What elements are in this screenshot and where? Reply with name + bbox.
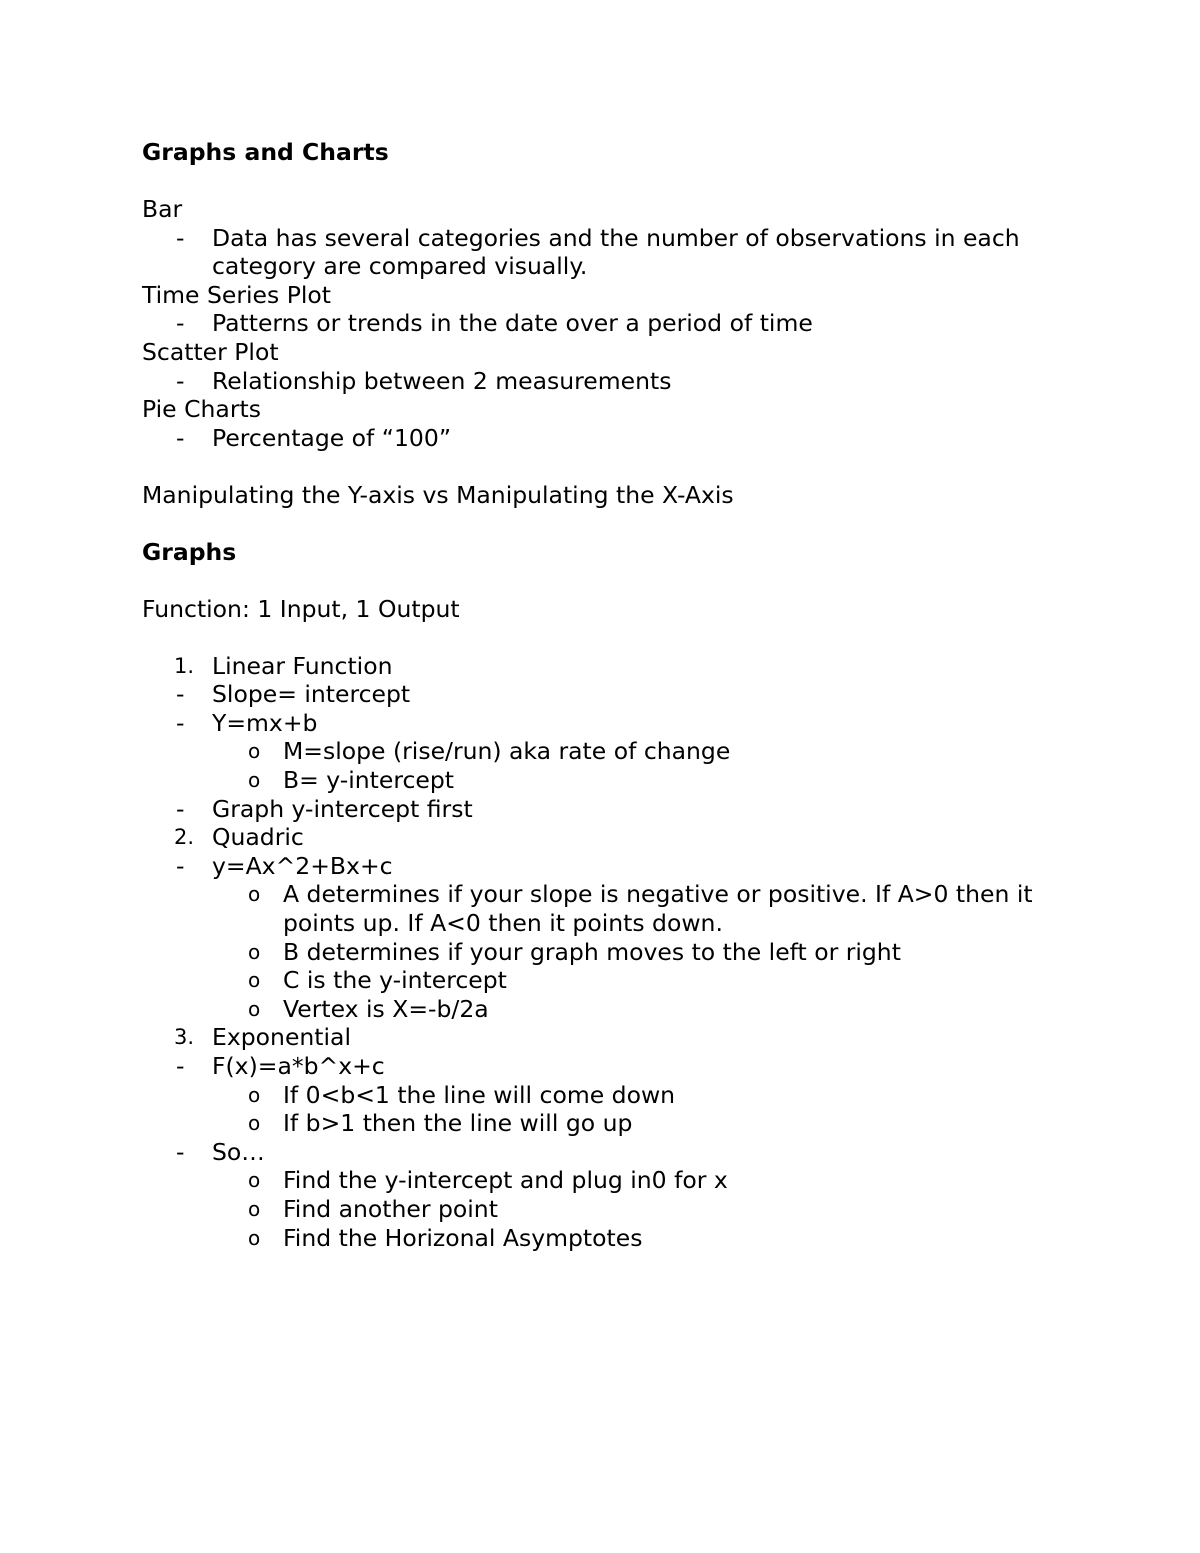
document-title: Graphs and Charts: [142, 138, 389, 166]
dash-bullet: -: [176, 1051, 185, 1080]
circle-bullet: o: [248, 968, 261, 993]
circle-bullet: o: [248, 939, 261, 964]
exponential-up-text: If b>1 then the line will go up: [283, 1109, 633, 1138]
dash-bullet: -: [176, 1137, 185, 1166]
exponential-step-2-text: Find another point: [283, 1194, 498, 1223]
quadric-title: Quadric: [212, 823, 304, 852]
linear-function-item: [142, 652, 1062, 681]
function-definition: Function: 1 Input, 1 Output: [142, 594, 460, 623]
quadric-equation-text: y=Ax^2+Bx+c: [212, 851, 393, 880]
dash-bullet: -: [176, 366, 185, 395]
chart-type-time-series: Time Series Plot: [142, 280, 332, 309]
number-marker-1: 1.: [174, 653, 195, 678]
linear-equation-line: [142, 709, 1062, 738]
exponential-title: Exponential: [212, 1023, 351, 1052]
spacer: [142, 623, 1062, 651]
exponential-equation-line: [142, 1052, 1062, 1081]
quadric-vertex-text: Vertex is X=-b/2a: [283, 994, 489, 1023]
linear-m-definition-text: M=slope (rise/run) aka rate of change: [283, 737, 731, 766]
exponential-item: [142, 1023, 1062, 1052]
exponential-down-text: If 0<b<1 the line will come down: [283, 1080, 676, 1109]
exponential-up-line: [142, 1109, 1062, 1138]
chart-type-pie: Pie Charts: [142, 395, 261, 424]
circle-bullet: o: [248, 996, 261, 1021]
spacer: [142, 167, 1062, 195]
document-page: [142, 138, 1062, 1252]
axis-manipulation-line: Manipulating the Y-axis vs Manipulating the X-Axis: [142, 480, 734, 509]
linear-graph-first-text: Graph y-intercept first: [212, 794, 473, 823]
quadric-a-definition-text-1: A determines if your slope is negative or positive. If A>0 then it: [283, 880, 1033, 909]
chart-type-bar: Bar: [142, 194, 183, 223]
quadric-vertex-line: [142, 995, 1062, 1024]
dash-bullet: -: [176, 680, 185, 709]
dash-bullet: -: [176, 223, 185, 252]
dash-bullet: -: [176, 423, 185, 452]
exponential-so-line: [142, 1138, 1062, 1167]
chart-type-scatter: Scatter Plot: [142, 337, 279, 366]
linear-b-definition-line: [142, 766, 1062, 795]
graphs-heading: Graphs: [142, 537, 237, 566]
quadric-b-definition-text: B determines if your graph moves to the left or right: [283, 937, 901, 966]
linear-b-definition-text: B= y-intercept: [283, 766, 455, 795]
spacer: [142, 452, 1062, 480]
circle-bullet: o: [248, 1082, 261, 1107]
pie-note-text: Percentage of “100”: [212, 423, 451, 452]
spacer: [142, 566, 1062, 594]
exponential-equation-text: F(x)=a*b^x+c: [212, 1051, 385, 1080]
circle-bullet: o: [248, 1225, 261, 1250]
scatter-note-line: [142, 367, 1062, 396]
number-marker-2: 2.: [174, 825, 195, 850]
dash-bullet: -: [176, 851, 185, 880]
exponential-step-1-line: [142, 1166, 1062, 1195]
quadric-c-definition-text: C is the y-intercept: [283, 966, 507, 995]
quadric-equation-line: [142, 852, 1062, 881]
linear-slope-line: [142, 680, 1062, 709]
linear-slope-text: Slope= intercept: [212, 680, 411, 709]
quadric-item: [142, 823, 1062, 852]
exponential-step-2-line: [142, 1195, 1062, 1224]
circle-bullet: o: [248, 1196, 261, 1221]
number-marker-3: 3.: [174, 1025, 195, 1050]
linear-function-title: Linear Function: [212, 651, 393, 680]
quadric-a-definition-line-1: [142, 880, 1062, 909]
dash-bullet: -: [176, 309, 185, 338]
linear-m-definition-line: [142, 737, 1062, 766]
quadric-a-definition-line-2: [142, 909, 1062, 938]
dash-bullet: -: [176, 794, 185, 823]
spacer: [142, 509, 1062, 537]
quadric-b-definition-line: [142, 938, 1062, 967]
scatter-note-text: Relationship between 2 measurements: [212, 366, 672, 395]
pie-note-line: [142, 424, 1062, 453]
time-series-note-text: Patterns or trends in the date over a period of time: [212, 309, 813, 338]
quadric-c-definition-line: [142, 966, 1062, 995]
exponential-step-3-line: [142, 1224, 1062, 1253]
time-series-note-line: [142, 309, 1062, 338]
bar-note-text-1: Data has several categories and the number of observations in each: [212, 223, 1020, 252]
quadric-a-definition-text-2: points up. If A<0 then it points down.: [283, 909, 723, 938]
circle-bullet: o: [248, 1111, 261, 1136]
exponential-step-3-text: Find the Horizonal Asymptotes: [283, 1223, 643, 1252]
bar-note-line-1: [142, 224, 1062, 253]
circle-bullet: o: [248, 1168, 261, 1193]
circle-bullet: o: [248, 768, 261, 793]
bar-note-line-2: [142, 252, 1062, 281]
exponential-so-text: So…: [212, 1137, 265, 1166]
circle-bullet: o: [248, 882, 261, 907]
exponential-down-line: [142, 1081, 1062, 1110]
dash-bullet: -: [176, 708, 185, 737]
linear-graph-first-line: [142, 795, 1062, 824]
bar-note-text-2: category are compared visually.: [212, 252, 588, 281]
circle-bullet: o: [248, 739, 261, 764]
exponential-step-1-text: Find the y-intercept and plug in0 for x: [283, 1166, 728, 1195]
linear-equation-text: Y=mx+b: [212, 708, 318, 737]
